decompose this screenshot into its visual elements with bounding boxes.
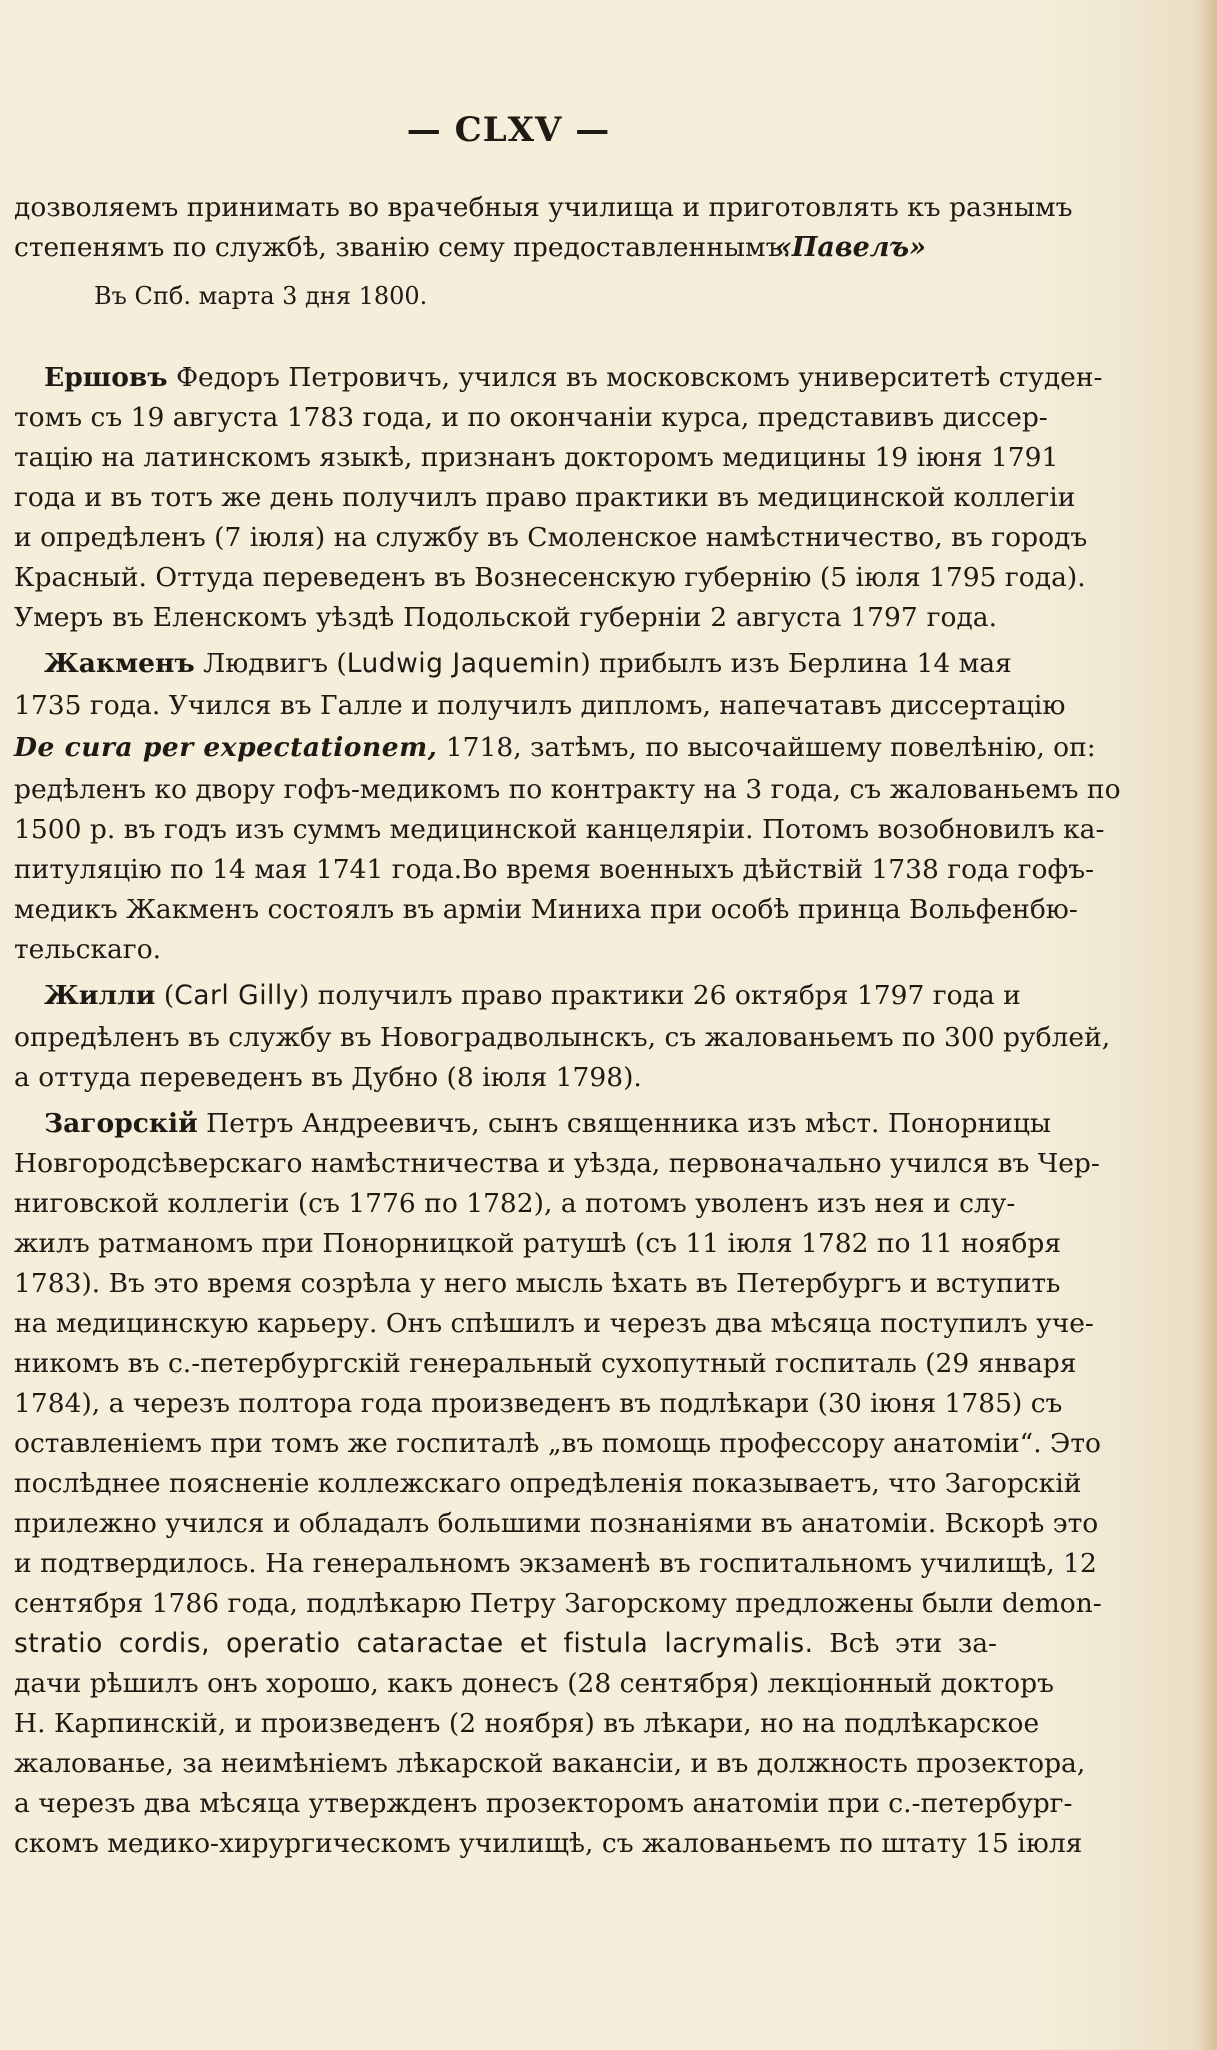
text-line [14,728,1096,768]
page-number-header: — CLXV — [406,110,611,150]
paren-open: ( [163,980,175,1011]
entry-text: 1718, затѣмъ, по высочайшему повелѣнію, оп: [445,732,1096,763]
latin-exam-topics: stratio cordis, operatio cataractae et fistula lacrymalis. [14,1628,814,1659]
paren-close: ) [298,980,310,1011]
entry-zagorsky-line [44,1104,1051,1144]
text-line: послѣднее поясненіе коллежскаго опредѣленія показываетъ, что Загорскій [14,1468,1082,1499]
text-line: 1735 года. Учился въ Галле и получилъ дипломъ, напечатавъ диссертацію [14,690,1066,721]
entry-text: Петръ Андреевичъ, сынъ священника изъ мѣст. Понорницы [206,1108,1051,1139]
entry-jakmen-line [44,644,1012,684]
text-line: ниговской коллегіи (съ 1776 по 1782), а потомъ уволенъ изъ нея и слу- [14,1188,1016,1219]
text-line [14,1624,997,1664]
text-line: а оттуда переведенъ въ Дубно (8 іюля 1798). [14,1062,642,1093]
text-line: Красный. Оттуда переведенъ въ Вознесенскую губернію (5 іюля 1795 года). [14,562,1086,593]
text-line: опредѣленъ въ службу въ Новоградволынскъ, съ жалованьемъ по 300 рублей, [14,1022,1111,1053]
text-line: жилъ ратманомъ при Понорницкой ратушѣ (съ 11 іюля 1782 по 11 ноября [14,1228,1062,1259]
text-line: сентября 1786 года, подлѣкарю Петру Загорскому предложены были demon- [14,1588,1102,1619]
latin-name: Carl Gilly [174,980,299,1011]
text-line: питуляцію по 14 мая 1741 года.Во время военныхъ дѣйствій 1738 года гофъ- [14,854,1095,885]
entry-text: Федоръ Петровичъ, учился въ московскомъ университетѣ студен- [176,362,1103,393]
text-line: оставленіемъ при томъ же госпиталѣ „въ помощь профессору анатоміи“. Это [14,1428,1101,1459]
text-line: Н. Карпинскій, и произведенъ (2 ноября) въ лѣкари, но на подлѣкарское [14,1708,1040,1739]
text-line: 1500 р. въ годъ изъ суммъ медицинской канцеляріи. Потомъ возобновилъ ка- [14,814,1105,845]
text-line: дозволяемъ принимать во врачебныя училища и приготовлять къ разнымъ [14,192,1073,223]
entry-ershov-line [44,358,1103,398]
entry-name: Жакменъ [44,648,195,679]
text-line: и подтвердилось. На генеральномъ экзаменѣ въ госпитальномъ училищѣ, 12 [14,1548,1097,1579]
entry-gilly-line [44,976,1021,1016]
latin-name: Ludwig Jaquemin [346,648,581,679]
text-line: скомъ медико-хирургическомъ училищѣ, съ жалованьемъ по штату 15 іюля [14,1828,1083,1859]
entry-text: Людвигъ ( [203,648,347,679]
text-line: жалованье, за неимѣніемъ лѣкарской вакансіи, и въ должность прозектора, [14,1748,1086,1779]
text-line: никомъ въ с.-петербургскій генеральный сухопутный госпиталь (29 января [14,1348,1077,1379]
signature-pavel: «Павелъ» [775,232,927,263]
text-line: на медицинскую карьеру. Онъ спѣшилъ и черезъ два мѣсяца поступилъ уче- [14,1308,1094,1339]
text-line: тельскаго. [14,934,162,965]
text-line: а черезъ два мѣсяца утвержденъ прозекторомъ анатоміи при с.-петербург- [14,1788,1073,1819]
text-line-part: степенямъ по службѣ, званію сему предоставленнымъ. [14,232,791,263]
text-line: прилежно учился и обладалъ большими познаніями въ анатоміи. Вскорѣ это [14,1508,1099,1539]
text-line: 1783). Въ это время созрѣла у него мысль ѣхать въ Петербургъ и вступить [14,1268,1061,1299]
text-line: года и въ тотъ же день получилъ право практики въ медицинской коллегіи [14,482,1076,513]
text-line: дачи рѣшилъ онъ хорошо, какъ донесъ (28 сентября) лекціонный докторъ [14,1668,1054,1699]
entry-name: Ершовъ [44,362,168,393]
entry-text: получилъ право практики 26 октября 1797 года и [317,980,1021,1011]
entry-name: Жилли [44,980,156,1011]
page-edge-shadow [1195,0,1217,2050]
entry-name: Загорскій [44,1108,198,1139]
entry-text: ) прибылъ изъ Берлина 14 мая [580,648,1012,679]
date-line: Въ Спб. марта 3 дня 1800. [94,282,428,310]
text-line: тацію на латинскомъ языкѣ, признанъ докторомъ медицины 19 іюня 1791 [14,442,1059,473]
text-line: и опредѣленъ (7 іюля) на службу въ Смоленское намѣстничество, въ городъ [14,522,1088,553]
entry-text: Всѣ эти за- [829,1628,997,1659]
dissertation-title: De cura per expectationem, [14,732,438,763]
text-line: Новгородсѣверскаго намѣстничества и уѣзда, первоначально учился въ Чер- [14,1148,1100,1179]
text-line: редѣленъ ко двору гофъ-медикомъ по контракту на 3 года, съ жалованьемъ по [14,774,1121,805]
text-line: Умеръ въ Еленскомъ уѣздѣ Подольской губерніи 2 августа 1797 года. [14,602,997,633]
text-line: 1784), а черезъ полтора года произведенъ въ подлѣкари (30 іюня 1785) съ [14,1388,1063,1419]
text-line: медикъ Жакменъ состоялъ въ арміи Миниха при особѣ принца Вольфенбю- [14,894,1078,925]
text-line: томъ съ 19 августа 1783 года, и по окончаніи курса, представивъ диссер- [14,402,1048,433]
